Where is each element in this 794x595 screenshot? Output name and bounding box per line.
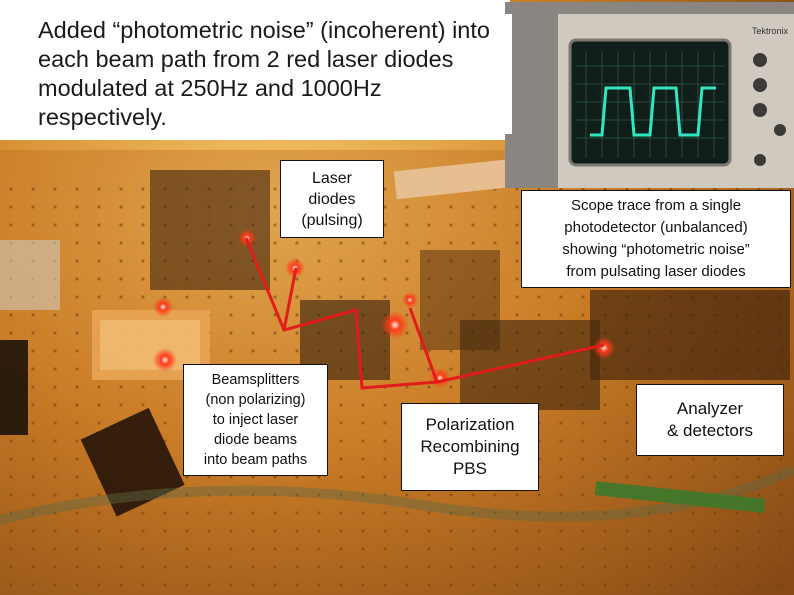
scope-trace-label: Scope trace from a single photodetector (unbalanced) showing “photometric noise” from pulsating laser diodes [521,190,791,288]
laser-glow [153,297,173,317]
laser-diodes-label: Laser diodes (pulsing) [280,160,384,238]
headline-text: Added “photometric noise” (incoherent) into each beam path from 2 red laser diodes modulated at 250Hz and 1000Hz respectively. [34,14,512,134]
laser-glow [381,311,409,339]
beamsplitters-label: Beamsplitters (non polarizing) to inject laser diode beams into beam paths [183,364,328,476]
laser-glow [402,292,418,308]
laser-glow [153,348,177,372]
analyzer-label: Analyzer & detectors [636,384,784,456]
scope-brand: Tektronix [752,26,789,36]
oscilloscope [505,2,794,188]
pbs-label: Polarization Recombining PBS [401,403,539,491]
